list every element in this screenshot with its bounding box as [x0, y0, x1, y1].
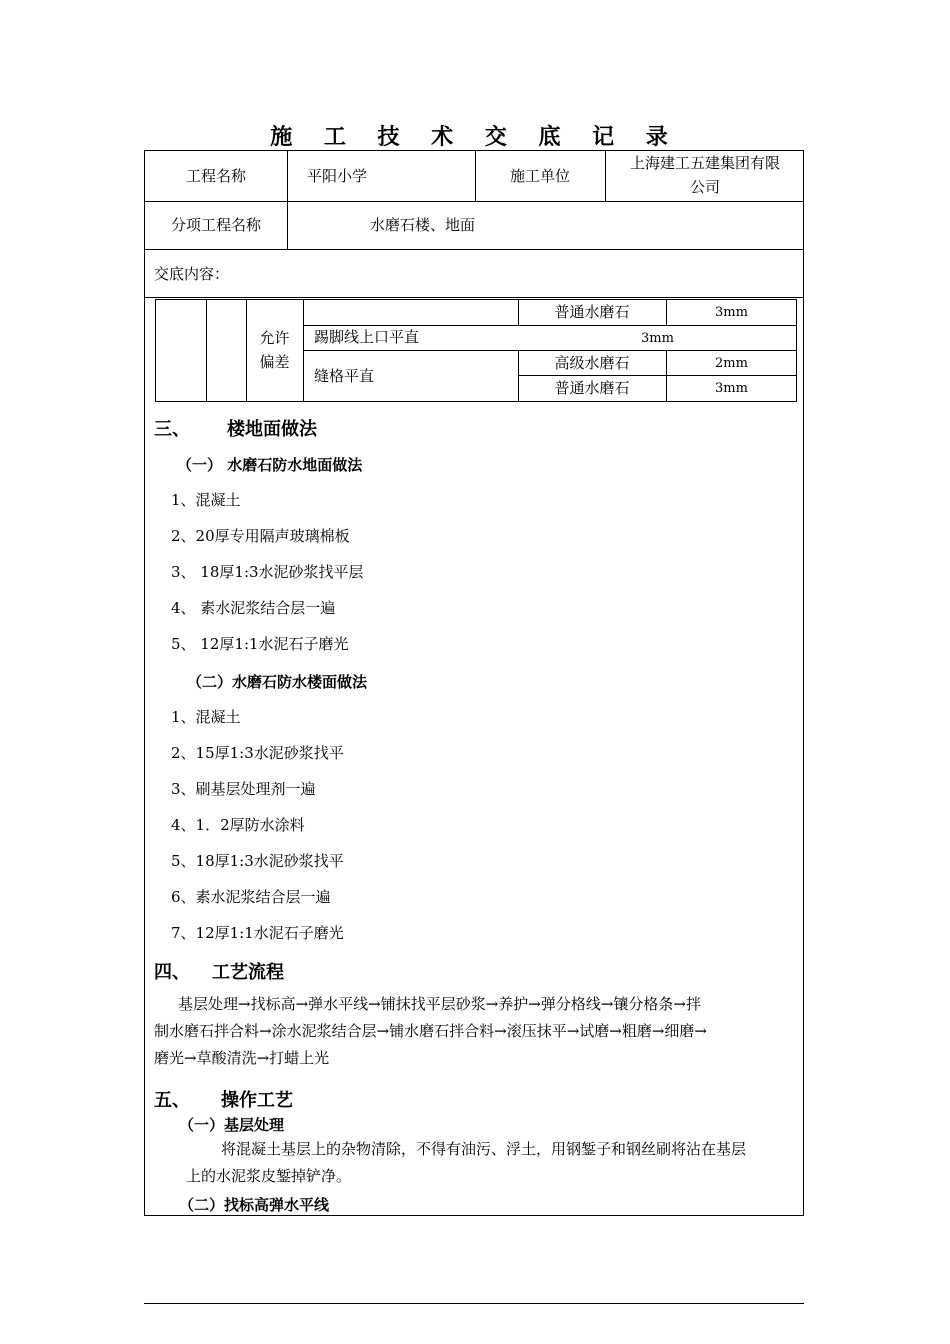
list-item: 1、混凝土: [171, 708, 241, 726]
document-title: 施 工 技 术 交 底 记 录: [270, 125, 680, 150]
section-heading: 操作工艺: [221, 1090, 293, 1111]
process-line: 磨光→草酸清洗→打蜡上光: [154, 1049, 330, 1067]
sub-project-value: 水磨石楼、地面: [370, 216, 476, 234]
row-divider: [145, 297, 803, 298]
paragraph-line: 上的水泥浆皮錾掉铲净。: [186, 1167, 352, 1185]
section-number: 四、: [154, 962, 190, 983]
list-item: 4、1．2厚防水涂料: [171, 816, 305, 834]
unit-label: 施工单位: [509, 167, 570, 185]
list-item: 7、12厚1:1水泥石子磨光: [171, 924, 344, 942]
table-cell: 普通水磨石: [554, 379, 630, 397]
section-number: 五、: [154, 1090, 190, 1111]
list-item: 2、20厚专用隔声玻璃棉板: [171, 527, 350, 545]
section-number: 三、: [154, 419, 190, 440]
col-divider: [287, 151, 288, 249]
record-frame: [144, 150, 804, 1216]
row-divider: [303, 325, 797, 326]
subsection-title: （二）找标高弹水平线: [179, 1196, 330, 1214]
list-item: 1、混凝土: [171, 491, 241, 509]
sub-project-label: 分项工程名称: [170, 216, 261, 234]
unit-value-line2: 公司: [689, 178, 720, 196]
section-heading: 楼地面做法: [227, 419, 317, 440]
table-cell: 高级水磨石: [554, 354, 630, 372]
list-item: 2、15厚1:3水泥砂浆找平: [171, 744, 344, 762]
list-item: 5、18厚1:3水泥砂浆找平: [171, 852, 344, 870]
table-cell: 3mm: [715, 381, 748, 396]
table-cell: 2mm: [715, 356, 748, 371]
table-cell: 普通水磨石: [554, 303, 630, 321]
paragraph-line: 将混凝土基层上的杂物清除，不得有油污、浮土，用钢錾子和钢丝刷将沾在基层: [221, 1140, 747, 1158]
row-divider: [303, 350, 797, 351]
subsection-title: （一）基层处理: [179, 1116, 285, 1134]
table-cell: 3mm: [715, 305, 748, 320]
list-item: 5、 12厚1:1水泥石子磨光: [171, 635, 349, 653]
col-divider: [206, 300, 207, 401]
content-label: 交底内容：: [154, 265, 230, 283]
row-divider: [145, 201, 803, 202]
tolerance-group-label: 偏差: [259, 353, 290, 371]
tolerance-table: [155, 299, 797, 402]
subsection-title: （二）水磨石防水楼面做法: [187, 673, 368, 691]
unit-value-line1: 上海建工五建集团有限: [629, 154, 780, 172]
process-line: 制水磨石拌合料→涂水泥浆结合层→铺水磨石拌合料→滚压抹平→试磨→粗磨→细磨→: [154, 1022, 707, 1040]
col-divider: [246, 300, 247, 401]
table-cell: 3mm: [641, 331, 674, 346]
list-item: 6、素水泥浆结合层一遍: [171, 888, 331, 906]
table-cell: 踢脚线上口平直: [314, 328, 420, 346]
section-heading: 工艺流程: [212, 962, 284, 983]
row-divider: [518, 375, 797, 376]
list-item: 3、 18厚1:3水泥砂浆找平层: [171, 563, 364, 581]
list-item: 3、刷基层处理剂一遍: [171, 780, 316, 798]
project-name-label: 工程名称: [185, 167, 246, 185]
list-item: 4、 素水泥浆结合层一遍: [171, 599, 336, 617]
row-divider: [145, 249, 803, 250]
table-cell: 缝格平直: [314, 367, 375, 385]
process-line: 基层处理→找标高→弹水平线→铺抹找平层砂浆→养护→弹分格线→镶分格条→拌: [178, 995, 701, 1013]
footer-divider: [144, 1303, 804, 1304]
tolerance-group-label: 允许: [259, 329, 290, 347]
project-name-value: 平阳小学: [307, 167, 368, 185]
subsection-title: （一） 水磨石防水地面做法: [177, 456, 363, 474]
